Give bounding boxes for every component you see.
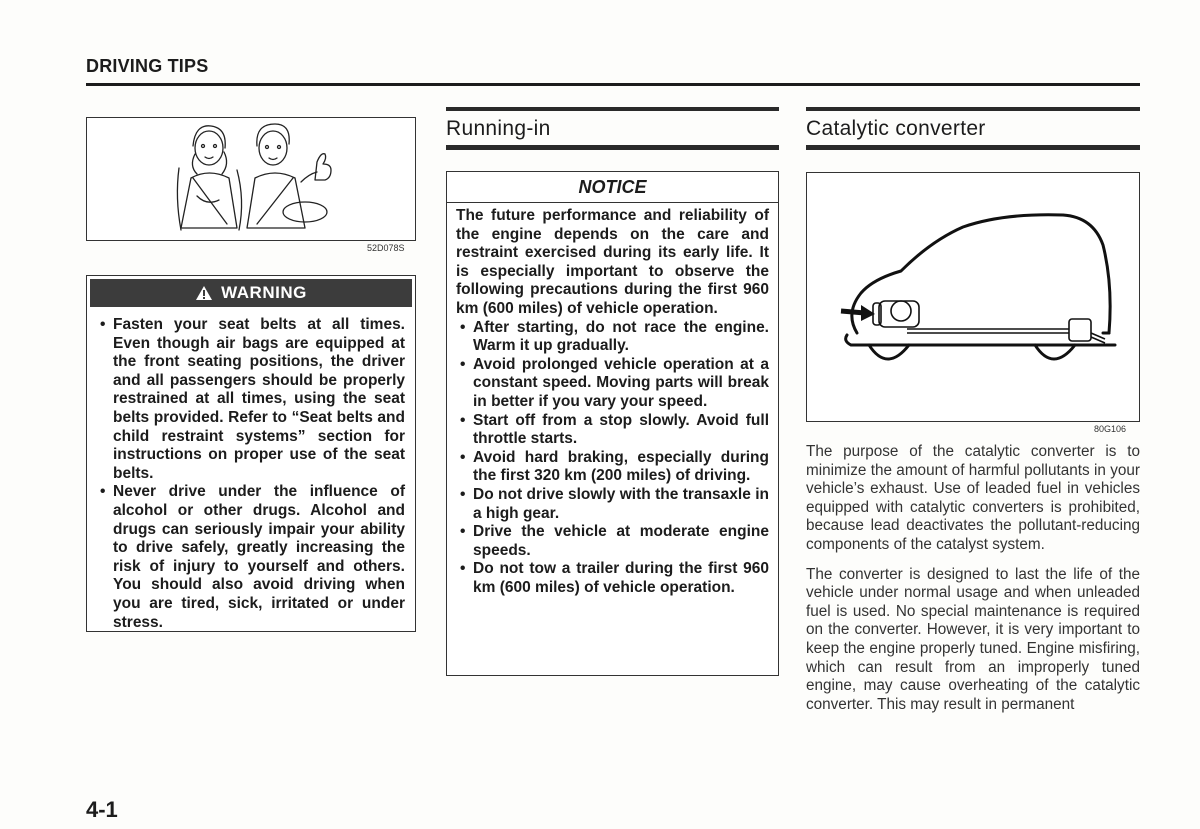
- section-title: DRIVING TIPS: [86, 56, 209, 76]
- warning-box: [86, 275, 416, 632]
- running-in-heading: [446, 107, 779, 150]
- catalytic-paragraph: The converter is designed to last the life of the vehicle under normal usage and when unleaded fuel is used. No special maintenance is required on the converter. However, it is very important to keep the engine properly tuned. Engine misfiring, which can result from an improperly tuned engine, may cause overheating of the catalytic converter. This may result in permanent: [806, 565, 1140, 713]
- notice-item: • Do not tow a trailer during the first 960 km (600 miles) of vehicle operation.: [473, 560, 769, 597]
- vehicle-exhaust-diagram-icon: [807, 173, 1138, 420]
- warning-triangle-icon: [195, 285, 213, 301]
- running-in-title: Running-in: [446, 117, 551, 140]
- warning-title: WARNING: [221, 283, 307, 302]
- seatbelt-illustration: [86, 117, 416, 241]
- seatbelt-occupants-illustration-icon: [87, 118, 414, 239]
- notice-item: • Do not drive slowly with the transaxle in a high gear.: [473, 486, 769, 523]
- catalytic-heading: [806, 107, 1140, 150]
- catalytic-title: Catalytic converter: [806, 117, 986, 140]
- notice-item: • Avoid hard braking, especially during the first 320 km (200 miles) of driving.: [473, 449, 769, 486]
- notice-intro: The future performance and reliability of the engine depends on the care and restraint exercised during its early life. It is especially important to observe the following precautions during the first 960 km (600 miles) of vehicle operation.: [456, 207, 769, 317]
- illustration-code: 52D078S: [367, 243, 405, 253]
- heading-rule-bottom: [806, 145, 1140, 150]
- notice-list: [456, 319, 769, 598]
- notice-item: • Avoid prolonged vehicle operation at a constant speed. Moving parts will break in better if you vary your speed.: [473, 356, 769, 412]
- catalytic-paragraph: The purpose of the catalytic converter is to minimize the amount of harmful pollutants in your vehicle’s exhaust. Use of leaded fuel in vehicles equipped with catalytic converters is prohibited, because lead deactivates the pollutant-reducing components of the catalyst system.: [806, 443, 1140, 553]
- warning-item: • Fasten your seat belts at all times. Even though air bags are equipped at the front seating positions, the driver and all passengers should be properly restrained at all times, using the seat belts provided. Refer to “Seat belts and child restraint systems” section for instructions on proper use of the seat belts.: [113, 316, 405, 483]
- notice-item: • Start off from a stop slowly. Avoid full throttle starts.: [473, 412, 769, 449]
- warning-list: [87, 310, 415, 632]
- catalytic-text: [806, 443, 1140, 725]
- heading-rule-bottom: [446, 145, 779, 150]
- warning-header: [90, 279, 412, 307]
- notice-title: NOTICE: [447, 172, 778, 203]
- warning-item: • Never drive under the influence of alcohol or other drugs. Alcohol and drugs can seriously impair your ability to drive safely, greatly increasing the risk of injury to yourself and others. You should also avoid driving when you are tired, sick, irritated or under stress.: [113, 483, 405, 632]
- header-rule: [86, 83, 1140, 86]
- notice-item: • After starting, do not race the engine. Warm it up gradually.: [473, 319, 769, 356]
- page-number: 4-1: [86, 797, 118, 822]
- notice-item: • Drive the vehicle at moderate engine speeds.: [473, 523, 769, 560]
- catalytic-figure: [806, 172, 1140, 422]
- figure-code: 80G106: [1094, 424, 1127, 434]
- notice-box: [446, 171, 779, 676]
